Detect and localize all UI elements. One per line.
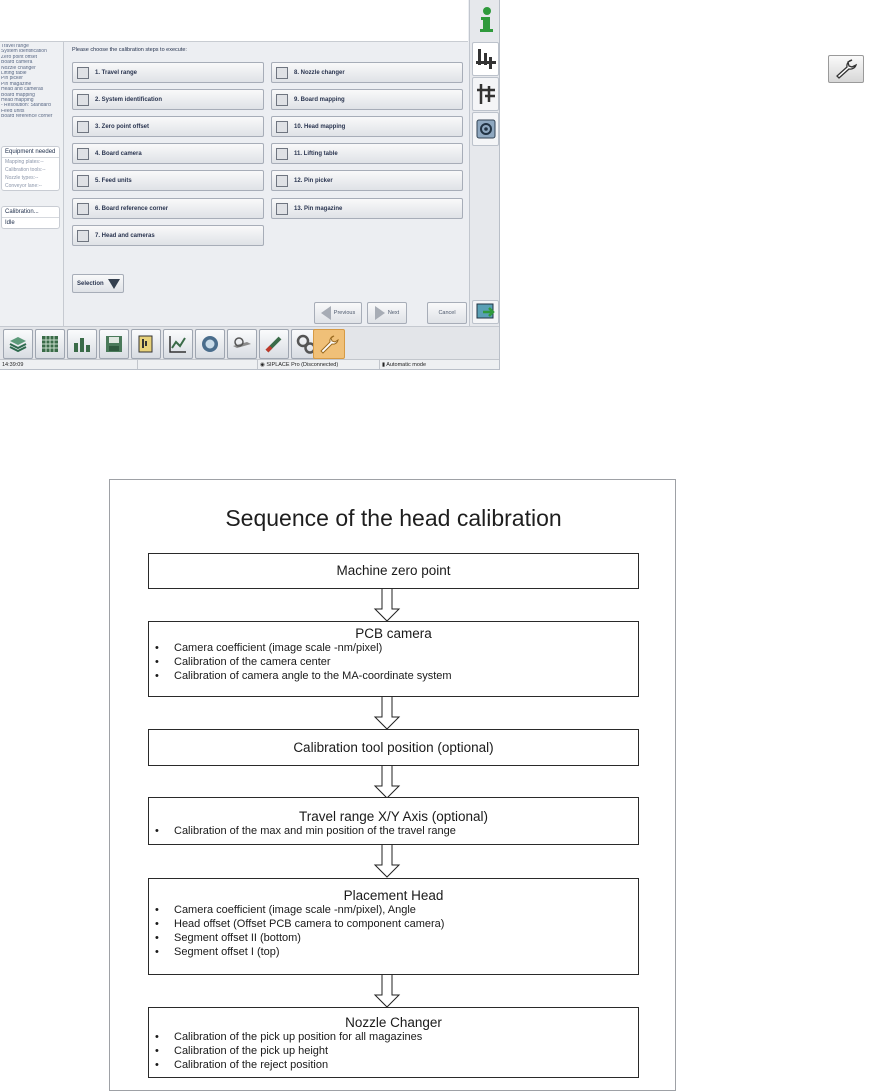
step-overview-item: Feed units (1, 108, 25, 114)
setup-button[interactable] (35, 329, 65, 359)
step-button-pin-magazine[interactable] (271, 198, 463, 219)
flow-bullet: • Head offset (Offset PCB camera to component camera) (155, 917, 638, 931)
previous-button[interactable] (314, 302, 362, 324)
mode-text: Automatic mode (386, 362, 427, 368)
equipment-line: Mapping plates:-- (5, 159, 44, 165)
instruction-text: Please choose the calibration steps to execute: (72, 47, 187, 53)
flow-bullet: • Segment offset I (top) (155, 945, 638, 959)
calibration-button-active[interactable] (313, 329, 345, 359)
step-button-system-identification[interactable] (72, 89, 264, 110)
step-checkbox[interactable] (77, 121, 89, 133)
step-label: 3. Zero point offset (95, 123, 149, 130)
step-overview-item: Pin magazine (1, 81, 32, 87)
selection-dropdown-button[interactable] (72, 274, 124, 293)
calibration-status-value: Idle (5, 220, 15, 226)
exit-icon (475, 302, 497, 322)
calibration-tab-icon (475, 47, 497, 71)
flow-step-title: PCB camera (355, 626, 432, 641)
production-button[interactable] (3, 329, 33, 359)
down-arrow-icon (370, 766, 404, 799)
arrow-left-icon (321, 306, 331, 320)
step-button-board-mapping[interactable] (271, 89, 463, 110)
step-label: 12. Pin picker (294, 177, 333, 184)
flow-step-title: Machine zero point (336, 563, 451, 578)
step-overview-item: - Resolution: Standard (1, 103, 51, 109)
flow-bullet: • Camera coefficient (image scale -nm/pixel), Angle (155, 903, 638, 917)
equipment-line: Calibration tools:-- (5, 167, 46, 173)
flow-bullet: • Calibration of the pick up height (155, 1044, 638, 1058)
chart-icon (167, 333, 189, 355)
nozzle-button[interactable] (259, 329, 289, 359)
step-button-lifting-table[interactable] (271, 143, 463, 164)
calibration-flowchart (109, 479, 676, 1091)
flow-bullet: • Calibration of the max and min position of the travel range (155, 824, 638, 838)
step-checkbox[interactable] (276, 148, 288, 160)
step-checkbox[interactable] (276, 175, 288, 187)
equipment-line: Nozzle types:-- (5, 175, 39, 181)
flow-step-title: Calibration tool position (optional) (293, 740, 494, 755)
step-checkbox[interactable] (77, 230, 89, 242)
step-button-travel-range[interactable] (72, 62, 264, 83)
flow-step-pcb-camera (148, 621, 639, 697)
step-checkbox[interactable] (276, 121, 288, 133)
step-overview-item: Travel range (1, 44, 29, 49)
main-area (65, 42, 469, 326)
flow-step-bullets (149, 1030, 638, 1072)
step-overview-list (1, 44, 63, 120)
step-overview-item: Board camera (1, 60, 33, 66)
camera-icon (199, 333, 221, 355)
right-toolbar (469, 0, 500, 326)
step-checkbox[interactable] (77, 148, 89, 160)
step-label: 4. Board camera (95, 150, 142, 157)
info-icon (475, 6, 497, 34)
machine-tab-icon (475, 82, 497, 106)
flow-bullet: • Calibration of the camera center (155, 655, 638, 669)
down-arrow-icon (370, 845, 404, 878)
next-label: Next (387, 310, 400, 316)
step-label: 7. Head and cameras (95, 232, 155, 239)
step-checkbox[interactable] (276, 94, 288, 106)
flow-step-nozzle-changer (148, 1007, 639, 1078)
step-checkbox[interactable] (77, 67, 89, 79)
wrench-button[interactable] (828, 55, 864, 83)
manual-button[interactable] (131, 329, 161, 359)
previous-label: Previous (333, 310, 356, 316)
arrow-right-icon (375, 306, 385, 320)
statistics-icon (71, 333, 93, 355)
equipment-header: Equipment needed (2, 147, 59, 158)
flow-bullet: • Camera coefficient (image scale -nm/pixel) (155, 641, 638, 655)
step-button-board-reference-corner[interactable] (72, 198, 264, 219)
flow-step-title: Nozzle Changer (345, 1015, 442, 1030)
flow-step-bullets (149, 903, 638, 959)
calibration-window (0, 0, 500, 370)
flow-step-placement-head (148, 878, 639, 975)
status-blank (138, 360, 258, 370)
down-arrow-icon (370, 697, 404, 730)
step-checkbox[interactable] (276, 67, 288, 79)
step-label: 13. Pin magazine (294, 205, 343, 212)
step-checkbox[interactable] (77, 175, 89, 187)
down-arrow-icon (370, 975, 404, 1008)
step-overview-item: Lifting table (1, 71, 27, 77)
status-connection (258, 360, 380, 370)
step-overview-item: Pin picker (1, 76, 23, 82)
step-overview-item: Head and cameras (1, 87, 44, 93)
step-overview-item: Board mapping (1, 92, 35, 98)
calibration-status-panel (1, 206, 60, 229)
equipment-panel (1, 146, 60, 191)
connection-text: SIPLACE Pro (Disconnected) (266, 362, 339, 368)
bottom-icon-bar (0, 326, 500, 359)
title-bar (0, 0, 468, 42)
step-button-board-camera[interactable] (72, 143, 264, 164)
step-label: 2. System identification (95, 96, 163, 103)
step-label: 5. Feed units (95, 177, 132, 184)
exit-button[interactable] (472, 300, 499, 324)
calibration-status-header: Calibration... (2, 207, 59, 218)
equipment-line: Conveyor lane:-- (5, 183, 42, 189)
save-icon (103, 333, 125, 355)
feeder-icon (231, 333, 253, 355)
left-panel (0, 42, 64, 326)
flow-step-title: Placement Head (343, 888, 444, 903)
connection-icon: ◉ (260, 362, 267, 368)
step-label: 9. Board mapping (294, 96, 345, 103)
step-overview-item: System identification (1, 49, 47, 55)
step-checkbox[interactable] (77, 94, 89, 106)
status-mode (380, 360, 500, 370)
dropdown-arrow-icon (108, 279, 120, 289)
selection-label: Selection (77, 280, 104, 287)
flow-bullet: • Segment offset II (bottom) (155, 931, 638, 945)
wrench-icon (318, 333, 340, 355)
step-overview-item: Head mapping (1, 98, 34, 104)
flow-step-bullets (149, 824, 638, 838)
flow-step-title: Travel range X/Y Axis (optional) (298, 809, 489, 824)
flow-bullet: • Calibration of camera angle to the MA-coordinate system (155, 669, 638, 683)
step-button-feed-units[interactable] (72, 170, 264, 191)
nozzle-icon (263, 333, 285, 355)
step-overview-item: Zero point offset (1, 54, 38, 60)
step-button-pin-picker[interactable] (271, 170, 463, 191)
flow-bullet: • Calibration of the reject position (155, 1058, 638, 1072)
step-label: 1. Travel range (95, 69, 138, 76)
step-button-head-mapping[interactable] (271, 116, 463, 137)
flowchart-title: Sequence of the head calibration (225, 505, 562, 531)
manual-icon (135, 333, 157, 355)
settings-tab[interactable] (472, 112, 499, 146)
setup-icon (39, 333, 61, 355)
machine-tab[interactable] (472, 77, 499, 111)
step-checkbox[interactable] (77, 203, 89, 215)
status-bar (0, 359, 500, 370)
next-button[interactable] (367, 302, 407, 324)
mode-icon: ▮ (382, 362, 387, 368)
step-label: 6. Board reference corner (95, 205, 169, 212)
flow-step-calibration-tool-position (148, 729, 639, 766)
flow-bullet: • Calibration of the pick up position for all magazines (155, 1030, 638, 1044)
step-button-head-and-cameras[interactable] (72, 225, 264, 246)
wrench-icon (833, 58, 859, 80)
step-button-zero-point-offset[interactable] (72, 116, 264, 137)
calibration-tab[interactable] (472, 42, 499, 76)
down-arrow-icon (370, 589, 404, 622)
feeder-button[interactable] (227, 329, 257, 359)
cancel-button[interactable] (427, 302, 467, 324)
info-button[interactable] (472, 3, 499, 37)
step-label: 11. Lifting table (294, 150, 338, 157)
status-time: 14:39:09 (0, 360, 138, 370)
flow-step-machine-zero-point (148, 553, 639, 589)
step-label: 10. Head mapping (294, 123, 346, 130)
step-overview-item: Nozzle changer (1, 65, 36, 71)
settings-tab-icon (475, 117, 497, 141)
step-button-nozzle-changer[interactable] (271, 62, 463, 83)
chart-button[interactable] (163, 329, 193, 359)
step-checkbox[interactable] (276, 203, 288, 215)
save-button[interactable] (99, 329, 129, 359)
flow-step-travel-range (148, 797, 639, 845)
cancel-label: Cancel (438, 310, 456, 316)
step-overview-item: Board reference corner (1, 114, 53, 120)
production-icon (7, 333, 29, 355)
step-label: 8. Nozzle changer (294, 69, 345, 76)
camera-button[interactable] (195, 329, 225, 359)
flow-step-bullets (149, 641, 638, 683)
statistics-button[interactable] (67, 329, 97, 359)
